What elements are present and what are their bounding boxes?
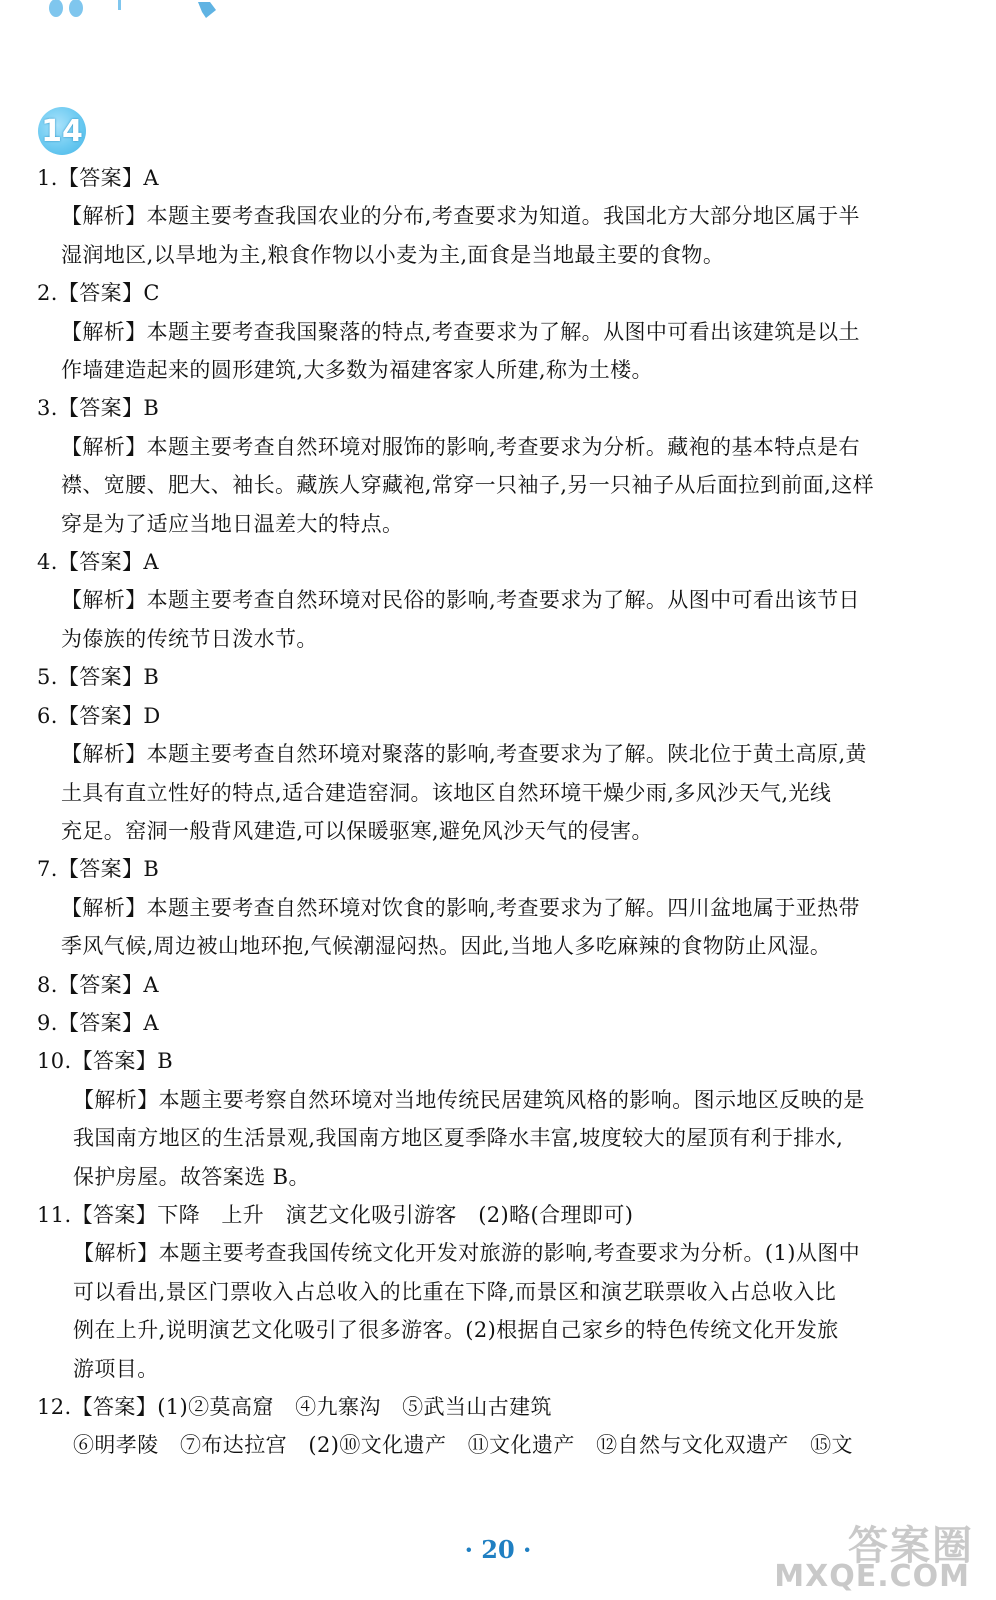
answer-item	[37, 850, 961, 965]
analysis-line: 【解析】本题主要考查自然环境对聚落的影响,考查要求为了解。陕北位于黄土高原,黄	[61, 742, 867, 767]
analysis-line: 【解析】本题主要考查自然环境对服饰的影响,考查要求为分析。藏袍的基本特点是右	[61, 434, 860, 459]
answer-line: 11.【答案】下降 上升 演艺文化吸引游客 (2)略(合理即可)	[37, 1202, 634, 1227]
answer-item	[37, 1196, 961, 1388]
analysis-line: 土具有直立性好的特点,适合建造窑洞。该地区自然环境干燥少雨,多风沙天气,光线	[61, 780, 832, 805]
answer-item	[37, 159, 961, 274]
section-number-badge	[38, 107, 86, 155]
analysis-line: 穿是为了适应当地日温差大的特点。	[61, 511, 404, 536]
answer-item	[37, 543, 961, 658]
answer-item	[37, 697, 961, 851]
analysis-line: 我国南方地区的生活景观,我国南方地区夏季降水丰富,坡度较大的屋顶有利于排水,	[73, 1126, 844, 1151]
answer-item	[37, 966, 961, 1004]
answer-line: 9.【答案】A	[37, 1010, 160, 1035]
analysis-line: 季风气候,周边被山地环抱,气候潮湿闷热。因此,当地人多吃麻辣的食物防止风湿。	[61, 934, 832, 959]
analysis-line: 【解析】本题主要考查自然环境对饮食的影响,考查要求为了解。四川盆地属于亚热带	[61, 895, 860, 920]
answer-item	[37, 658, 961, 696]
analysis-line: 襟、宽腰、肥大、袖长。藏族人穿藏袍,常穿一只袖子,另一只袖子从后面拉到前面,这样	[61, 473, 875, 498]
analysis-line: 湿润地区,以旱地为主,粮食作物以小麦为主,面食是当地最主要的食物。	[61, 242, 725, 267]
header-decoration-icons	[46, 0, 246, 22]
section-number: 14	[41, 113, 83, 149]
analysis-line: 例在上升,说明演艺文化吸引了很多游客。(2)根据自己家乡的特色传统文化开发旅	[73, 1318, 839, 1343]
page-number: · 20 ·	[464, 1535, 532, 1564]
analysis-line: 保护房屋。故答案选 B。	[73, 1164, 310, 1189]
analysis-line: 【解析】本题主要考查我国农业的分布,考查要求为知道。我国北方大部分地区属于半	[61, 204, 860, 229]
analysis-line: 【解析】本题主要考查我国传统文化开发对旅游的影响,考查要求为分析。(1)从图中	[73, 1241, 861, 1266]
answer-line: 4.【答案】A	[37, 550, 160, 575]
watermark-logo-text: 答案圈	[848, 1523, 974, 1569]
analysis-line: 【解析】本题主要考查我国聚落的特点,考查要求为了解。从图中可看出该建筑是以土	[61, 319, 860, 344]
analysis-line: 游项目。	[73, 1356, 159, 1381]
answer-line: 2.【答案】C	[37, 281, 160, 306]
analysis-line: 【解析】本题主要考查自然环境对民俗的影响,考查要求为了解。从图中可看出该节日	[61, 588, 860, 613]
analysis-line: ⑥明孝陵 ⑦布达拉宫 (2)⑩文化遗产 ⑪文化遗产 ⑫自然与文化双遗产 ⑮文	[73, 1433, 853, 1458]
answer-item	[37, 1004, 961, 1042]
answer-item	[37, 1042, 961, 1196]
analysis-line: 【解析】本题主要考察自然环境对当地传统民居建筑风格的影响。图示地区反映的是	[73, 1087, 865, 1112]
answer-item	[37, 274, 961, 389]
answer-item	[37, 389, 961, 543]
answer-line: 1.【答案】A	[37, 166, 160, 190]
answer-line: 8.【答案】A	[37, 972, 160, 997]
answer-list	[37, 159, 961, 1465]
analysis-line: 充足。窑洞一般背风建造,可以保暖驱寒,避免风沙天气的侵害。	[61, 818, 653, 843]
answer-line: 7.【答案】B	[37, 857, 160, 882]
answer-item	[37, 1388, 961, 1465]
answer-line: 10.【答案】B	[37, 1049, 174, 1074]
watermark-url: MXQE.COM	[774, 1559, 970, 1594]
watermark	[774, 1514, 974, 1594]
analysis-line: 可以看出,景区门票收入占总收入的比重在下降,而景区和演艺联票收入占总收入比	[73, 1279, 837, 1304]
answer-line: 5.【答案】B	[37, 665, 160, 690]
analysis-line: 作墙建造起来的圆形建筑,大多数为福建客家人所建,称为土楼。	[61, 358, 653, 383]
analysis-line: 为傣族的传统节日泼水节。	[61, 626, 318, 651]
answer-line: 6.【答案】D	[37, 703, 161, 728]
answer-line: 3.【答案】B	[37, 396, 160, 421]
answer-line: 12.【答案】(1)②莫高窟 ④九寨沟 ⑤武当山古建筑	[37, 1395, 552, 1419]
